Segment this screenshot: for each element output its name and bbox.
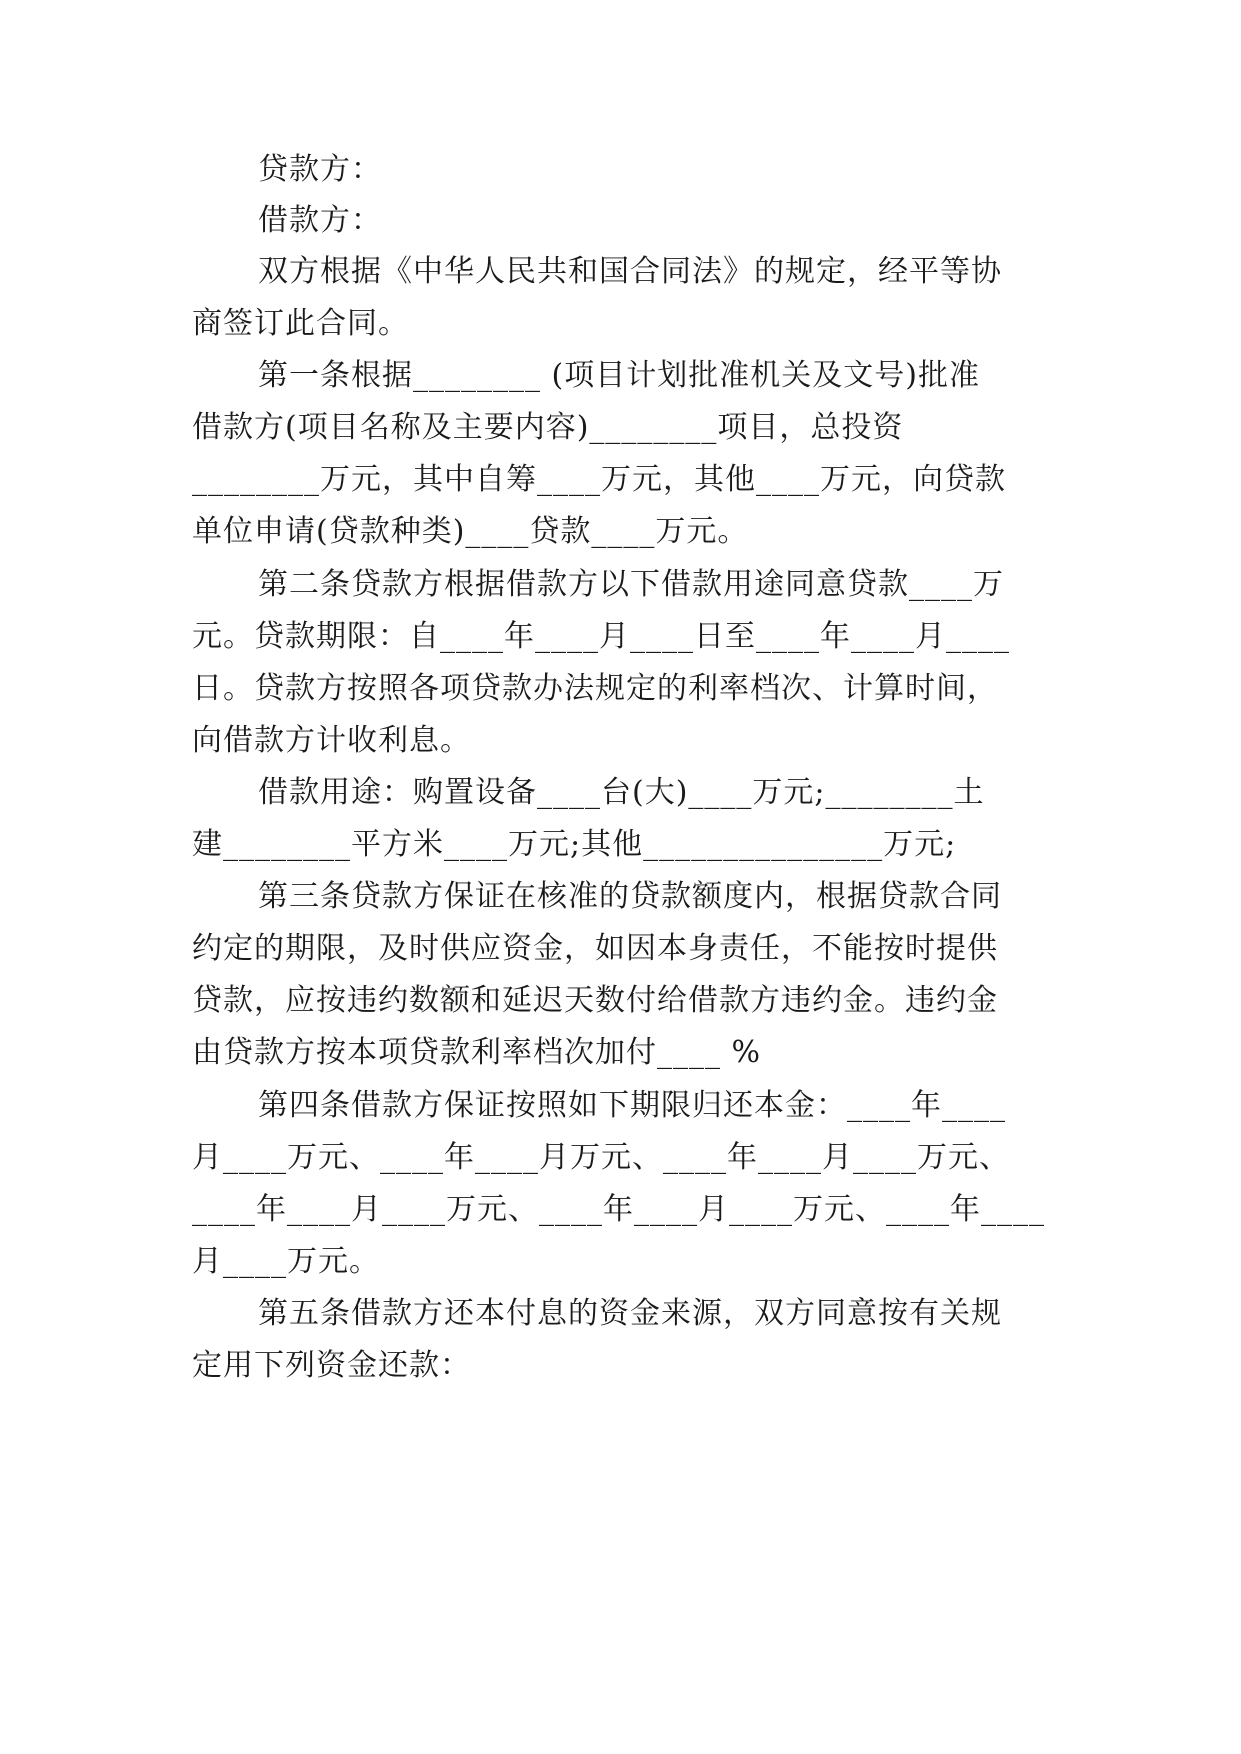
article-2-line-2: 元。贷款期限：自____年____月____日至____年____月____ bbox=[192, 619, 1010, 654]
article-2-line-3: 日。贷款方按照各项贷款办法规定的利率档次、计算时间， bbox=[192, 671, 998, 706]
article-1-line-2: 借款方(项目名称及主要内容)________项目，总投资 bbox=[192, 410, 904, 445]
article-3-line-1: 第三条贷款方保证在核准的贷款额度内，根据贷款合同 bbox=[258, 879, 1002, 914]
article-1-line-3: ________万元，其中自筹____万元，其他____万元，向贷款 bbox=[192, 462, 1006, 497]
article-3-line-2: 约定的期限，及时供应资金，如因本身责任，不能按时提供 bbox=[192, 931, 998, 966]
article-4-line-1: 第四条借款方保证按照如下期限归还本金：____年____ bbox=[258, 1088, 1006, 1123]
loan-purpose-line-1: 借款用途：购置设备____台(大)____万元;________土 bbox=[258, 775, 985, 810]
article-2-line-4: 向借款方计收利息。 bbox=[192, 723, 471, 758]
article-4-line-2: 月____万元、____年____月万元、____年____月____万元、 bbox=[192, 1140, 1010, 1175]
article-3-line-3: 贷款，应按违约数额和延迟天数付给借款方违约金。违约金 bbox=[192, 983, 998, 1018]
article-1-line-4: 单位申请(贷款种类)____贷款____万元。 bbox=[192, 514, 749, 549]
loan-purpose-line-2: 建________平方米____万元;其他_______________万元; bbox=[192, 827, 957, 862]
article-2-line-1: 第二条贷款方根据借款方以下借款用途同意贷款____万 bbox=[258, 567, 1004, 602]
article-5-line-1: 第五条借款方还本付息的资金来源，双方同意按有关规 bbox=[258, 1296, 1002, 1331]
borrower-label: 借款方： bbox=[258, 203, 382, 238]
article-5-line-2: 定用下列资金还款： bbox=[192, 1348, 471, 1383]
article-4-line-4: 月____万元。 bbox=[192, 1244, 380, 1279]
article-3-line-4: 由贷款方按本项贷款利率档次加付____ % bbox=[192, 1035, 762, 1070]
article-1-line-1: 第一条根据________ (项目计划批准机关及文号)批准 bbox=[258, 358, 980, 393]
preamble-line-2: 商签订此合同。 bbox=[192, 306, 409, 341]
lender-label: 贷款方： bbox=[258, 152, 382, 187]
article-4-line-3: ____年____月____万元、____年____月____万元、____年____ bbox=[192, 1192, 1045, 1227]
preamble-line-1: 双方根据《中华人民共和国合同法》的规定，经平等协 bbox=[258, 254, 1002, 289]
